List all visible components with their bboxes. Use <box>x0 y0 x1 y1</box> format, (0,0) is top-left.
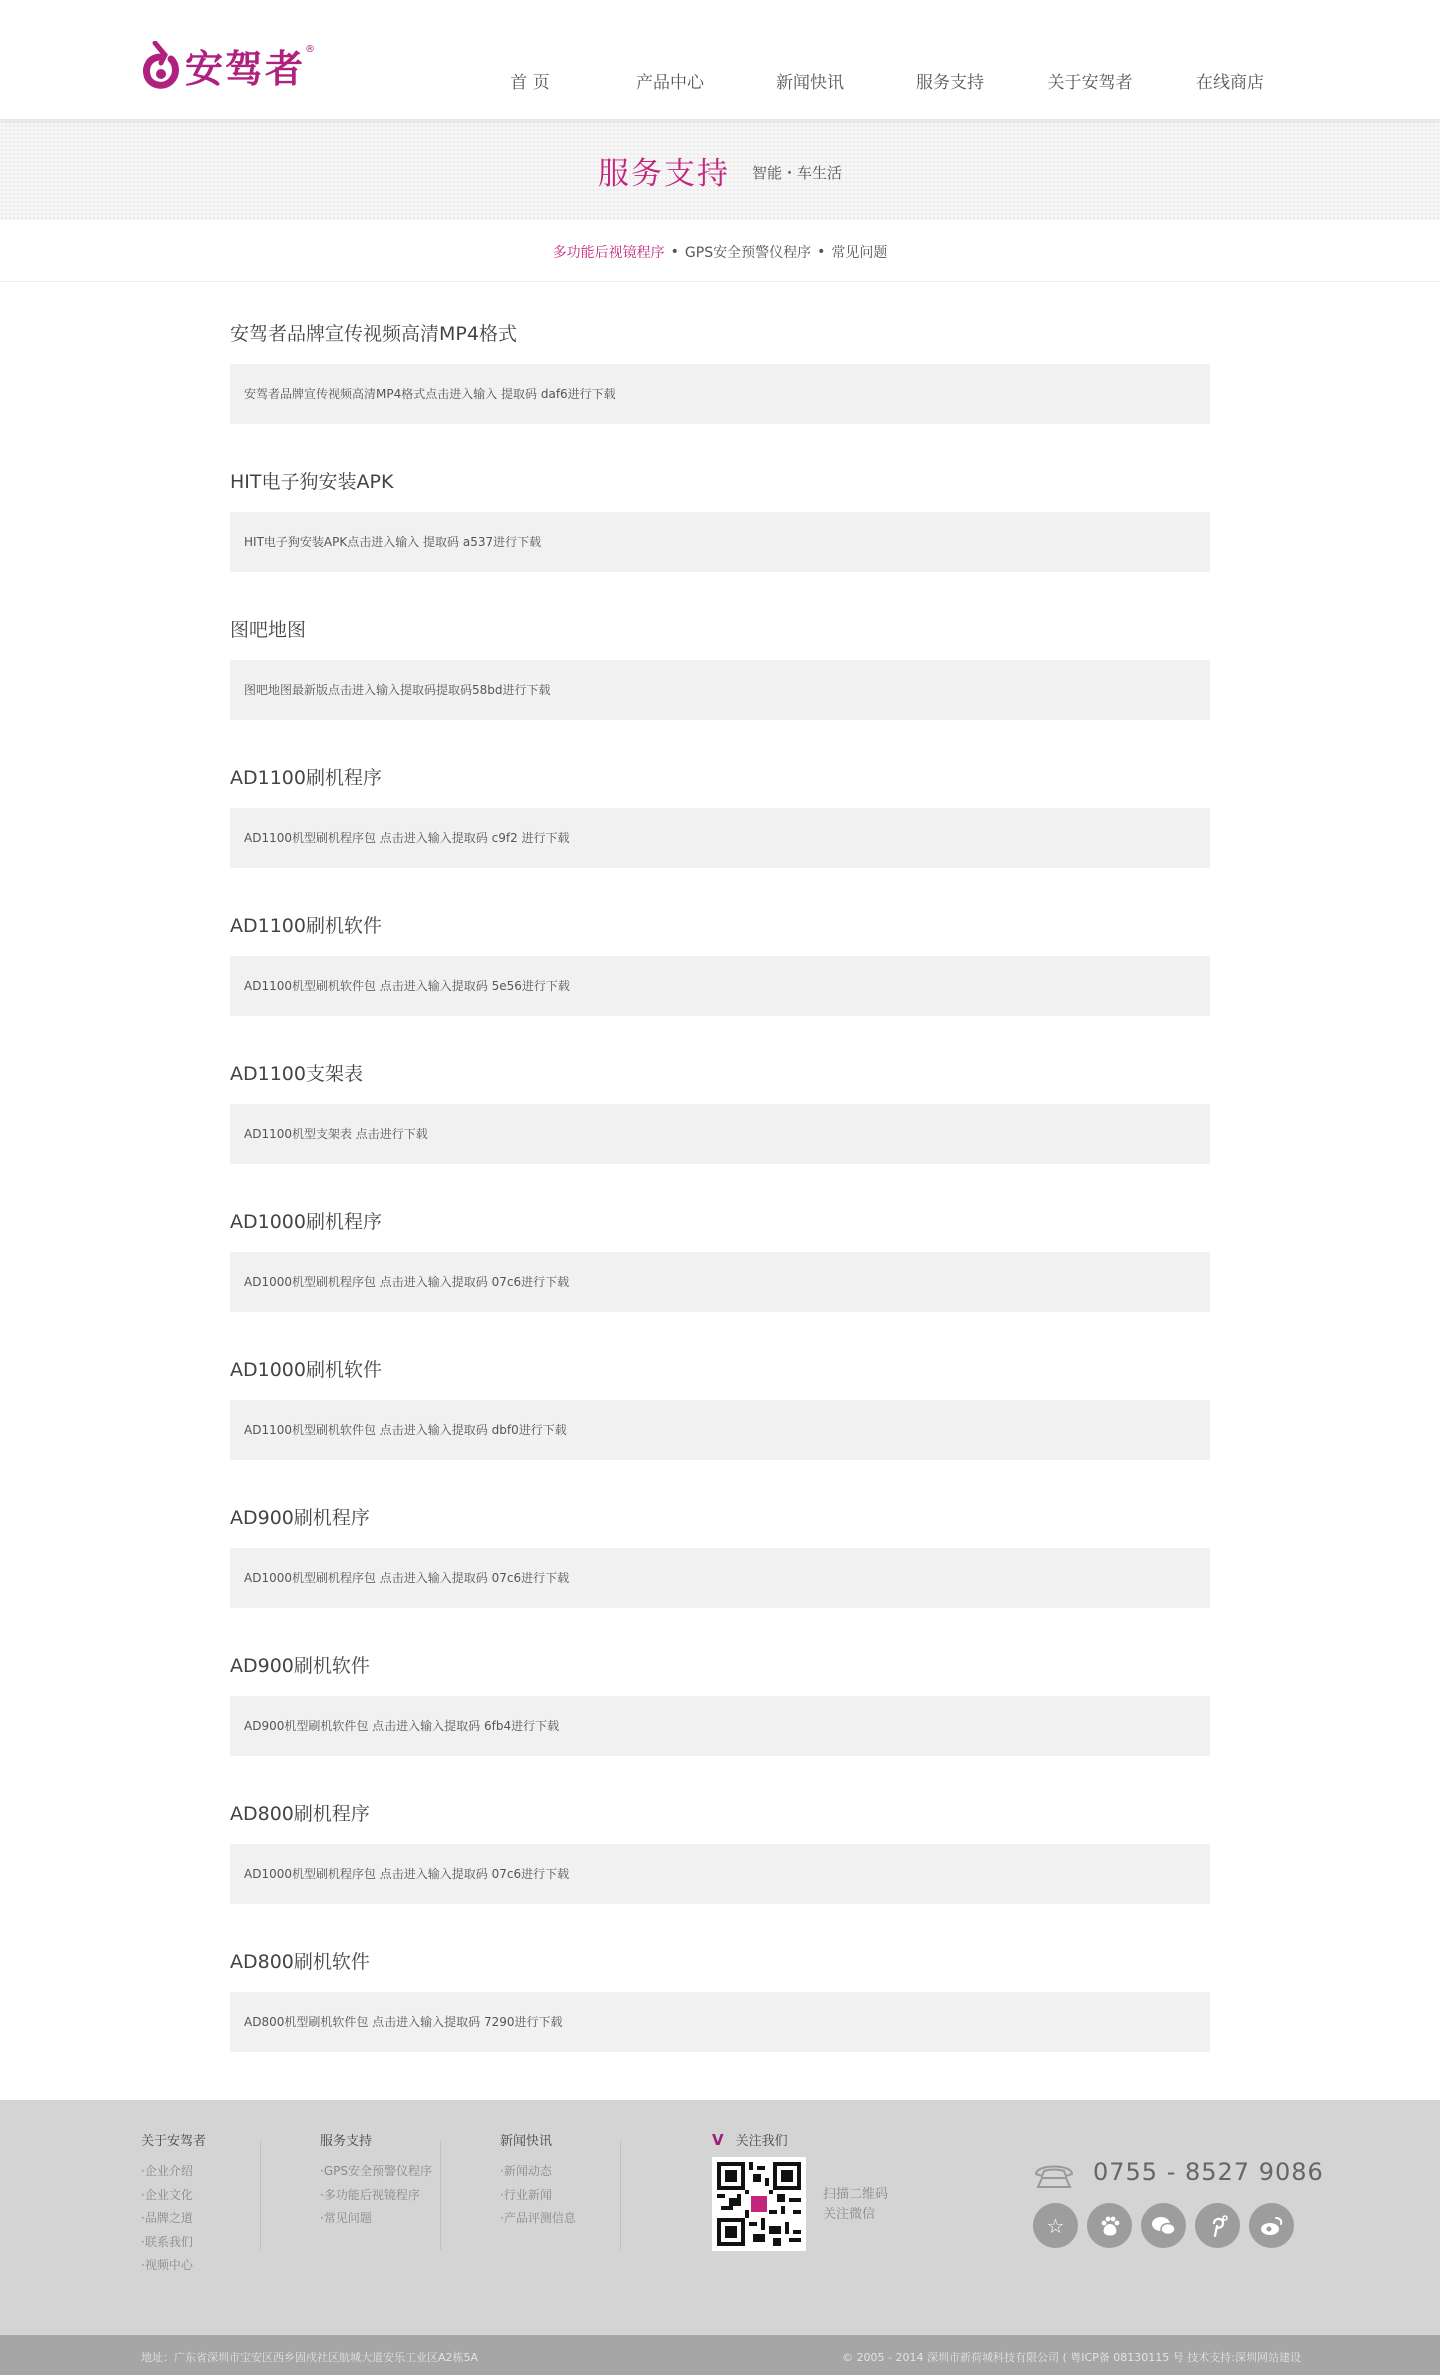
footer-link[interactable]: ·行业新闻 <box>500 2187 552 2202</box>
logo-mark-icon <box>141 41 181 91</box>
download-item <box>230 914 1210 1062</box>
download-link[interactable]: AD1100机型刷机程序包 点击进入输入提取码 c9f2 进行下载 <box>230 808 1210 868</box>
subnav-separator: • <box>670 243 679 260</box>
follow-title: 关注我们 <box>735 2134 788 2149</box>
download-item <box>230 1802 1210 1950</box>
footer-link[interactable]: ·企业文化 <box>141 2187 193 2202</box>
subnav-gps[interactable]: GPS安全预警仪程序 <box>684 244 812 261</box>
download-item <box>230 1654 1210 1802</box>
footer-link[interactable]: ·企业介绍 <box>141 2164 193 2178</box>
download-item <box>230 1506 1210 1654</box>
footer-divider <box>260 2140 261 2250</box>
qr-scan-text: 扫描二维码 <box>823 2187 889 2202</box>
nav-news[interactable]: 新闻快讯 <box>776 73 844 93</box>
follow-mark: V <box>712 2130 724 2149</box>
download-item <box>230 766 1210 914</box>
nav-support[interactable]: 服务支持 <box>916 73 984 93</box>
download-item <box>230 1358 1210 1506</box>
download-item <box>230 1210 1210 1358</box>
download-link[interactable]: AD1000机型刷机程序包 点击进入输入提取码 07c6进行下载 <box>230 1252 1210 1312</box>
download-title: 图吧地图 <box>230 619 307 641</box>
hotline-number: 0755 - 8527 9086 <box>1093 2158 1324 2186</box>
download-link[interactable]: AD900机型刷机软件包 点击进入输入提取码 6fb4进行下载 <box>230 1696 1210 1756</box>
site-footer <box>0 2100 1440 2335</box>
baidu-icon[interactable] <box>1087 2203 1132 2248</box>
download-link[interactable]: AD1000机型刷机程序包 点击进入输入提取码 07c6进行下载 <box>230 1548 1210 1608</box>
download-item <box>230 1062 1210 1210</box>
footer-link[interactable]: ·联系我们 <box>141 2234 193 2249</box>
footer-col-title: 服务支持 <box>320 2134 373 2149</box>
footer-col-support <box>320 2130 432 2231</box>
download-link[interactable]: AD800机型刷机软件包 点击进入输入提取码 7290进行下载 <box>230 1992 1210 2052</box>
page-title: 服务支持 <box>597 155 730 192</box>
download-link[interactable]: AD1100机型刷机软件包 点击进入输入提取码 dbf0进行下载 <box>230 1400 1210 1460</box>
footer-col-news <box>500 2130 576 2231</box>
copyright-text: © 2005 - 2014 深圳市新荷城科技有限公司 ( 粤ICP备 08130115 号 技术支持:深圳网站建设 <box>842 2351 1301 2364</box>
download-link[interactable]: AD1100机型刷机软件包 点击进入输入提取码 5e56进行下载 <box>230 956 1210 1016</box>
subnav-faq[interactable]: 常见问题 <box>831 244 888 261</box>
qr-code-icon <box>717 2162 801 2246</box>
qr-caption <box>823 2185 888 2225</box>
footer-col-title: 新闻快讯 <box>500 2134 553 2149</box>
download-link[interactable]: HIT电子狗安装APK点击进入输入 提取码 a537进行下载 <box>230 512 1210 572</box>
subnav-separator: • <box>817 243 826 260</box>
download-title: HIT电子狗安装APK <box>230 471 394 493</box>
nav-store[interactable]: 在线商店 <box>1196 73 1264 93</box>
download-item <box>230 322 1210 470</box>
favorite-icon[interactable]: ☆ <box>1033 2203 1078 2248</box>
weibo-icon[interactable] <box>1249 2203 1294 2248</box>
footer-divider <box>620 2140 621 2250</box>
download-link[interactable]: 安驾者品牌宣传视频高清MP4格式点击进入输入 提取码 daf6进行下载 <box>230 364 1210 424</box>
page-subtitle: 智能・车生活 <box>751 163 842 182</box>
footer-link[interactable]: ·视频中心 <box>141 2258 193 2272</box>
social-links <box>1033 2203 1303 2248</box>
sub-nav <box>0 222 1440 282</box>
copyright-bar <box>0 2335 1440 2375</box>
wechat-icon[interactable] <box>1141 2203 1186 2248</box>
footer-col-title: 关于安驾者 <box>141 2134 207 2149</box>
main-nav <box>460 68 1300 93</box>
download-title: AD1100支架表 <box>230 1063 363 1085</box>
download-title: AD800刷机软件 <box>230 1951 370 1973</box>
download-title: AD900刷机软件 <box>230 1655 370 1677</box>
nav-about[interactable]: 关于安驾者 <box>1047 73 1133 93</box>
download-title: AD1000刷机软件 <box>230 1359 382 1381</box>
download-item <box>230 470 1210 618</box>
qr-wechat-text: 关注微信 <box>823 2207 876 2222</box>
footer-link[interactable]: ·常见问题 <box>320 2211 372 2225</box>
download-item <box>230 618 1210 766</box>
footer-divider <box>440 2140 441 2250</box>
nav-home[interactable]: 首 页 <box>510 73 550 93</box>
download-link[interactable]: AD1100机型支架表 点击进行下载 <box>230 1104 1210 1164</box>
wechat-qr-code <box>712 2157 806 2251</box>
footer-link[interactable]: ·新闻动态 <box>500 2164 552 2178</box>
page-banner <box>0 120 1440 220</box>
download-title: AD900刷机程序 <box>230 1507 370 1529</box>
brand-name: 安驾者 <box>185 47 306 91</box>
download-title: 安驾者品牌宣传视频高清MP4格式 <box>230 323 517 345</box>
download-title: AD1000刷机程序 <box>230 1211 382 1233</box>
download-list <box>230 282 1210 2100</box>
download-title: AD1100刷机程序 <box>230 767 382 789</box>
follow-us-heading <box>712 2130 788 2149</box>
download-item <box>230 1950 1210 2098</box>
footer-link[interactable]: ·GPS安全预警仪程序 <box>320 2164 432 2178</box>
phone-icon <box>1032 2160 1076 2190</box>
download-link[interactable]: 图吧地图最新版点击进入输入提取码提取码58bd进行下载 <box>230 660 1210 720</box>
subnav-rearview-mirror[interactable]: 多功能后视镜程序 <box>552 244 665 261</box>
brand-logo[interactable] <box>141 38 315 93</box>
download-title: AD1100刷机软件 <box>230 915 382 937</box>
footer-link[interactable]: ·品牌之道 <box>141 2211 193 2225</box>
nav-products[interactable]: 产品中心 <box>636 73 704 93</box>
pinterest-icon[interactable] <box>1195 2203 1240 2248</box>
download-link[interactable]: AD1000机型刷机程序包 点击进入输入提取码 07c6进行下载 <box>230 1844 1210 1904</box>
company-address: 地址：广东省深圳市宝安区西乡固戍社区航城大道安乐工业区A2栋5A <box>141 2351 479 2364</box>
site-header <box>0 0 1440 120</box>
footer-link[interactable]: ·多功能后视镜程序 <box>320 2187 420 2202</box>
download-title: AD800刷机程序 <box>230 1803 370 1825</box>
footer-link[interactable]: ·产品评测信息 <box>500 2211 576 2225</box>
footer-col-about <box>141 2130 206 2278</box>
registered-mark: ® <box>305 44 316 55</box>
